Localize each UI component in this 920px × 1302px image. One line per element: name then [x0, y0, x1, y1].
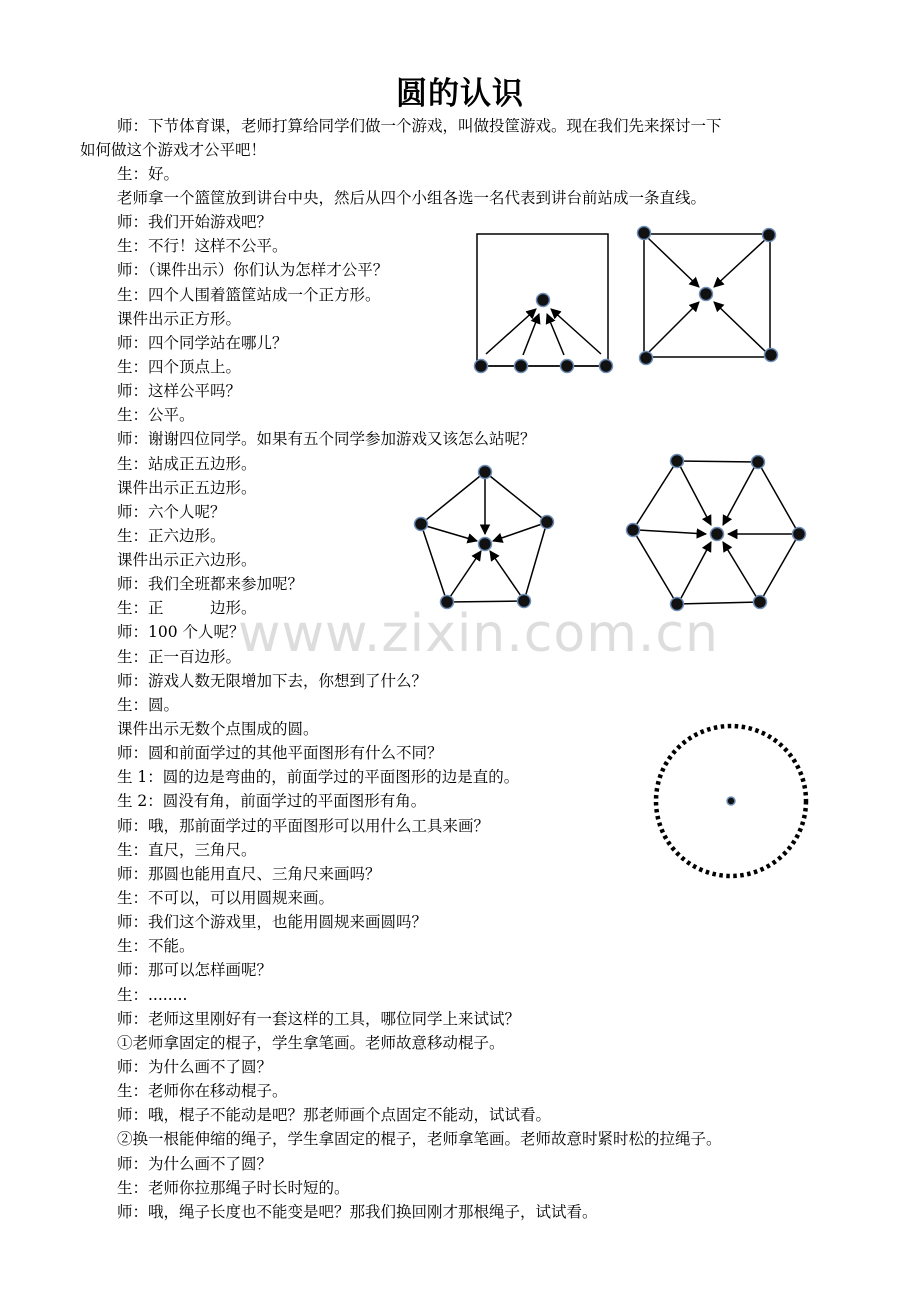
text-line: 师：那圆也能用直尺、三角尺来画吗？ — [117, 865, 381, 883]
text-line: 师：为什么画不了圆？ — [117, 1155, 273, 1173]
student-dot — [793, 528, 806, 541]
student-dot — [600, 360, 613, 373]
watermark: www.zixin.com.cn — [238, 604, 719, 664]
text-line: 生：不行！这样不公平。 — [117, 237, 288, 255]
text-line: 生：正一百边形。 — [117, 648, 242, 666]
student-dot — [638, 227, 651, 240]
text-line: ②换一根能伸缩的绳子，学生拿固定的棍子，老师拿笔画。老师故意时紧时松的拉绳子。 — [117, 1130, 722, 1148]
student-dot — [640, 352, 653, 365]
text-line: 师：我们这个游戏里，也能用圆规来画圆吗？ — [117, 913, 428, 931]
text-line: 生：正六边形。 — [117, 527, 226, 545]
student-dot — [627, 524, 640, 537]
text-line: 师：四个同学站在哪儿？ — [117, 334, 288, 352]
text-line: 师：为什么画不了圆？ — [117, 1058, 273, 1076]
text-line: 师：我们开始游戏吧？ — [117, 213, 273, 231]
student-dot — [415, 518, 428, 531]
text-line: 生：公平。 — [117, 406, 195, 424]
center-dot — [727, 797, 735, 805]
text-line: 课件出示正五边形。 — [117, 479, 257, 497]
text-line: 师：那可以怎样画呢？ — [117, 961, 273, 979]
square-formation-figure — [630, 222, 785, 372]
text-line: 生：不可以，可以用圆规来画。 — [117, 889, 335, 907]
text-line: 生 2：圆没有角，前面学过的平面图形有角。 — [117, 792, 427, 810]
text-line: 生：老师你拉那绳子时长时短的。 — [117, 1179, 350, 1197]
basket-dot — [711, 528, 724, 541]
student-dot — [754, 596, 767, 609]
student-dot — [561, 360, 574, 373]
page-title: 圆的认识 — [396, 76, 524, 112]
student-dot — [475, 360, 488, 373]
text-line: 生：老师你在移动棍子。 — [117, 1082, 288, 1100]
text-line: 师：哦，棍子不能动是吧？那老师画个点固定不能动，试试看。 — [117, 1106, 552, 1124]
student-dot — [752, 456, 765, 469]
text-line: 生：直尺，三角尺。 — [117, 841, 257, 859]
text-line: 生：站成正五边形。 — [117, 455, 257, 473]
dotted-circle-figure — [645, 718, 817, 888]
basket-dot — [700, 288, 713, 301]
student-dot — [671, 455, 684, 468]
text-line: 师：（课件出示）你们认为怎样才公平？ — [117, 261, 389, 279]
hexagon-formation-figure — [620, 452, 815, 612]
text-line: 师：100 个人呢？ — [117, 623, 245, 641]
text-line: 师：圆和前面学过的其他平面图形有什么不同？ — [117, 744, 443, 762]
text-line: 师：六个人呢？ — [117, 503, 226, 521]
text-line: 师：谢谢四位同学。如果有五个同学参加游戏又该怎么站呢？ — [117, 430, 536, 448]
basket-dot — [479, 538, 492, 551]
text-line: 课件出示无数个点围成的圆。 — [117, 720, 319, 738]
text-line: 生：不能。 — [117, 937, 195, 955]
text-line: 如何做这个游戏才公平吧！ — [80, 141, 267, 159]
student-dot — [765, 349, 778, 362]
text-line: ①老师拿固定的棍子，学生拿笔画。老师故意移动棍子。 — [117, 1034, 505, 1052]
student-dot — [515, 360, 528, 373]
text-line: 老师拿一个篮筐放到讲台中央，然后从四个小组各选一名代表到讲台前站成一条直线。 — [117, 189, 707, 207]
text-line: 生：........ — [117, 986, 188, 1004]
basket-dot — [537, 294, 550, 307]
text-line: 师：哦，绳子长度也不能变是吧？那我们换回刚才那根绳子，试试看。 — [117, 1203, 598, 1221]
student-dot — [541, 516, 554, 529]
line-formation-figure — [470, 225, 620, 380]
text-line: 师：下节体育课，老师打算给同学们做一个游戏，叫做投筐游戏。现在我们先来探讨一下 — [117, 117, 722, 135]
student-dot — [479, 466, 492, 479]
text-line: 生：四个顶点上。 — [117, 358, 242, 376]
text-line: 生：四个人围着篮筐站成一个正方形。 — [117, 286, 381, 304]
text-line: 生 1：圆的边是弯曲的，前面学过的平面图形的边是直的。 — [117, 768, 520, 786]
text-line: 生：正 边形。 — [117, 599, 257, 617]
pentagon-formation-figure — [405, 462, 565, 614]
text-line: 生：圆。 — [117, 696, 180, 714]
text-line: 师：老师这里刚好有一套这样的工具，哪位同学上来试试？ — [117, 1010, 521, 1028]
text-line: 师：哦，那前面学过的平面图形可以用什么工具来画？ — [117, 817, 490, 835]
text-line: 课件出示正方形。 — [117, 310, 242, 328]
text-line: 生：好。 — [117, 165, 180, 183]
student-dot — [763, 229, 776, 242]
text-line: 师：游戏人数无限增加下去，你想到了什么？ — [117, 672, 428, 690]
text-line: 课件出示正六边形。 — [117, 551, 257, 569]
text-line: 师：我们全班都来参加呢？ — [117, 575, 304, 593]
text-line: 师：这样公平吗？ — [117, 382, 242, 400]
